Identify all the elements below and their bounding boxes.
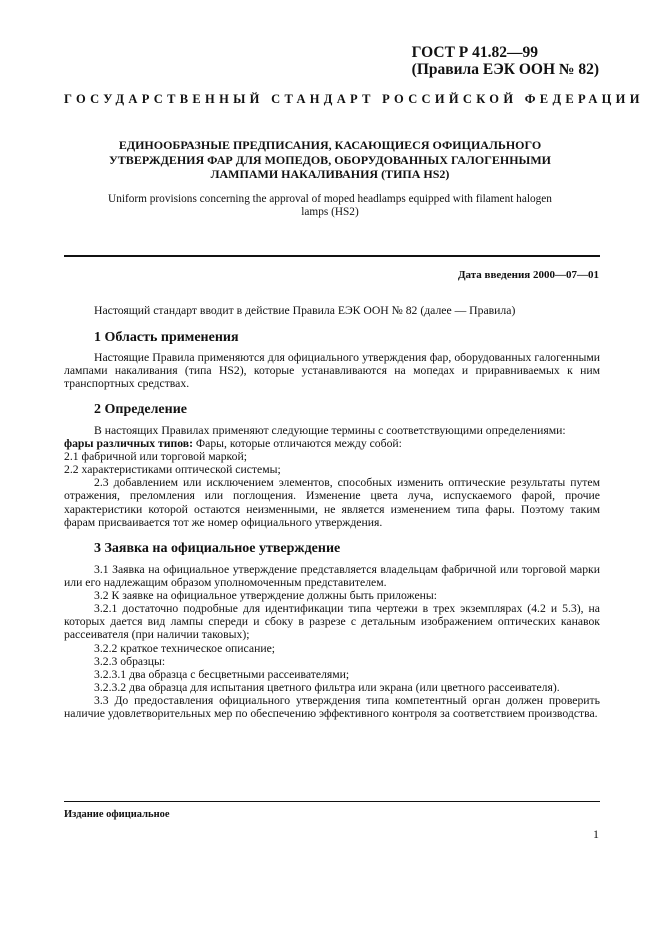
- defined-term: фары различных типов:: [64, 437, 193, 451]
- section-application-text: 3.1 Заявка на официальное утверждение представляется владельцам фабричной или торговой марки или его надлежащим образом уполномоченным представителем. 3.2 К заявке на официальное утверждение должны быть приложены: 3.2.1 достаточно подробные для идентификации типа чертежи в трех экземплярах (4.2 и 5.3), на которых дается вид лампы спереди и сбоку в разрезе с детальным изображением оптических канавок рассеивателя (при наличии таковых); 3.2.2 краткое техническое описание; 3.2.3 образцы: 3.2.3.1 два образца с бесцветными рассеивателями; 3.2.3.2 два образца для испытания цветного фильтра или экрана (или цветного рассеивателя). 3.3 До предоставления официального утверждения типа компетентный орган должен проверить наличие удовлетворительных мер по обеспечению эффективного контроля за соответствием производства.: [64, 563, 600, 721]
- section-heading-scope: 1 Область применения: [94, 330, 239, 345]
- state-standard-banner: ГОСУДАРСТВЕННЫЙ СТАНДАРТ РОССИЙСКОЙ ФЕДЕРАЦИИ: [64, 92, 644, 106]
- standard-designation: [412, 44, 599, 78]
- section-heading-definition: 2 Определение: [94, 402, 187, 417]
- section-heading-application: 3 Заявка на официальное утверждение: [94, 541, 341, 556]
- intro-paragraph: Настоящий стандарт вводит в действие Правила ЕЭК ООН № 82 (далее — Правила): [94, 304, 516, 317]
- introduction-date: Дата введения 2000—07—01: [457, 269, 599, 281]
- definition-term-line: фары различных типов: Фары, которые отличаются между собой:: [64, 437, 402, 451]
- un-rule-number: (Правила ЕЭК ООН № 82): [411, 61, 599, 78]
- page-number: 1: [593, 827, 599, 841]
- section-definition-text: В настоящих Правилах применяют следующие термины с соответствующими определениями: фары различных типов: Фары, которые отличаются между собой: 2.1 фабричной или торговой маркой; 2.2 характеристиками оптической системы; 2.3 добавлением или исключением элементов, способных изменить оптические результаты путем отражения, преломления или поглощения. Изменение цвета луча, испускаемого фарой, прочие характеристики которой остаются неизменными, не является изменением типа фары. Поэтому таким фарам присваивается тот же номер официального утверждения.: [64, 424, 600, 529]
- standard-number: ГОСТ Р 41.82—99: [411, 44, 539, 61]
- footer-divider: [64, 801, 600, 802]
- section-scope-text: Настоящие Правила применяются для официального утверждения фар, оборудованных галогенными лампами накаливания (типа HS2), которые устанавливаются на мопедах и приравниваемых к ним транспортных средствах.: [64, 351, 600, 391]
- edition-label: Издание официальное: [64, 809, 170, 820]
- document-title-english: Uniform provisions concerning the approval of moped headlamps equipped with filament halogen lamps (HS2): [108, 193, 552, 218]
- title-divider: [64, 255, 600, 257]
- document-title: ЕДИНООБРАЗНЫЕ ПРЕДПИСАНИЯ, КАСАЮЩИЕСЯ ОФИЦИАЛЬНОГО УТВЕРЖДЕНИЯ ФАР ДЛЯ МОПЕДОВ, ОБОРУДОВАННЫХ ГАЛОГЕННЫМИ ЛАМПАМИ НАКАЛИВАНИЯ (ТИПА HS2): [109, 138, 551, 181]
